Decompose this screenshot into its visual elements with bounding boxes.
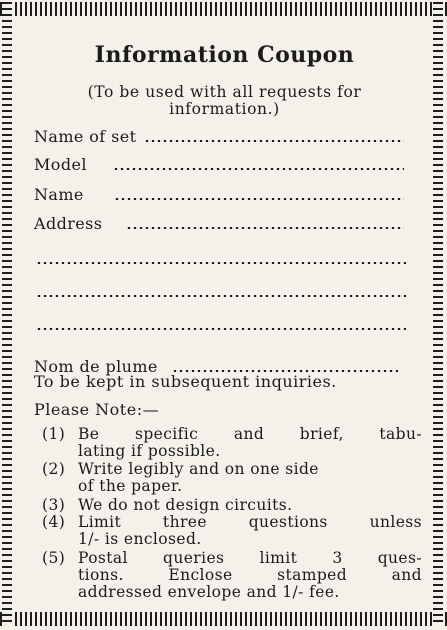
note-item xyxy=(42,461,422,495)
subtitle-line-2: information.) xyxy=(169,100,280,118)
note-line: 1/- is enclosed. xyxy=(78,530,202,548)
field-address[interactable] xyxy=(34,215,404,233)
right-border xyxy=(433,2,443,626)
field-model[interactable] xyxy=(34,156,404,174)
note-line: Postal queries limit 3 ques- xyxy=(78,549,422,567)
address-line-2[interactable] xyxy=(36,262,406,264)
field-label: Name xyxy=(34,185,84,204)
dotted-line xyxy=(113,168,404,170)
top-border xyxy=(0,2,447,16)
please-note-heading: Please Note:— xyxy=(34,400,160,419)
note-item xyxy=(42,514,422,548)
note-number: (4) xyxy=(42,513,66,531)
field-label: Model xyxy=(34,155,87,174)
note-line: of the paper. xyxy=(78,477,183,495)
field-label: Address xyxy=(34,214,103,233)
note-line: lating if possible. xyxy=(78,442,221,460)
note-line: tions. Enclose stamped and xyxy=(78,566,422,584)
note-item xyxy=(42,426,422,460)
note-item xyxy=(42,497,422,514)
note-line: addressed envelope and 1/- fee. xyxy=(78,583,340,601)
field-name[interactable] xyxy=(34,186,404,204)
field-label: Nom de plume xyxy=(34,357,158,376)
note-number: (2) xyxy=(42,460,66,478)
field-name-of-set[interactable] xyxy=(34,128,404,146)
dotted-line xyxy=(114,198,404,200)
coupon-content xyxy=(22,20,427,610)
note-number: (5) xyxy=(42,549,66,567)
note-line: Be specific and brief, tabu- xyxy=(78,425,422,443)
note-item xyxy=(42,550,422,601)
coupon-subtitle xyxy=(22,84,427,118)
dotted-line xyxy=(144,140,404,142)
bottom-border xyxy=(0,612,447,626)
note-number: (1) xyxy=(42,425,66,443)
left-border xyxy=(2,2,12,626)
note-line: Write legibly and on one side xyxy=(78,460,319,478)
kept-note: To be kept in subsequent inquiries. xyxy=(34,372,337,391)
address-line-4[interactable] xyxy=(36,328,406,330)
field-label: Name of set xyxy=(34,127,137,146)
note-number: (3) xyxy=(42,496,66,514)
note-line: Limit three questions unless xyxy=(78,513,422,531)
address-line-3[interactable] xyxy=(36,295,406,297)
note-line: We do not design circuits. xyxy=(78,496,293,514)
dotted-line xyxy=(126,227,404,229)
coupon-title: Information Coupon xyxy=(94,42,355,68)
subtitle-line-1: (To be used with all requests for xyxy=(87,83,362,101)
